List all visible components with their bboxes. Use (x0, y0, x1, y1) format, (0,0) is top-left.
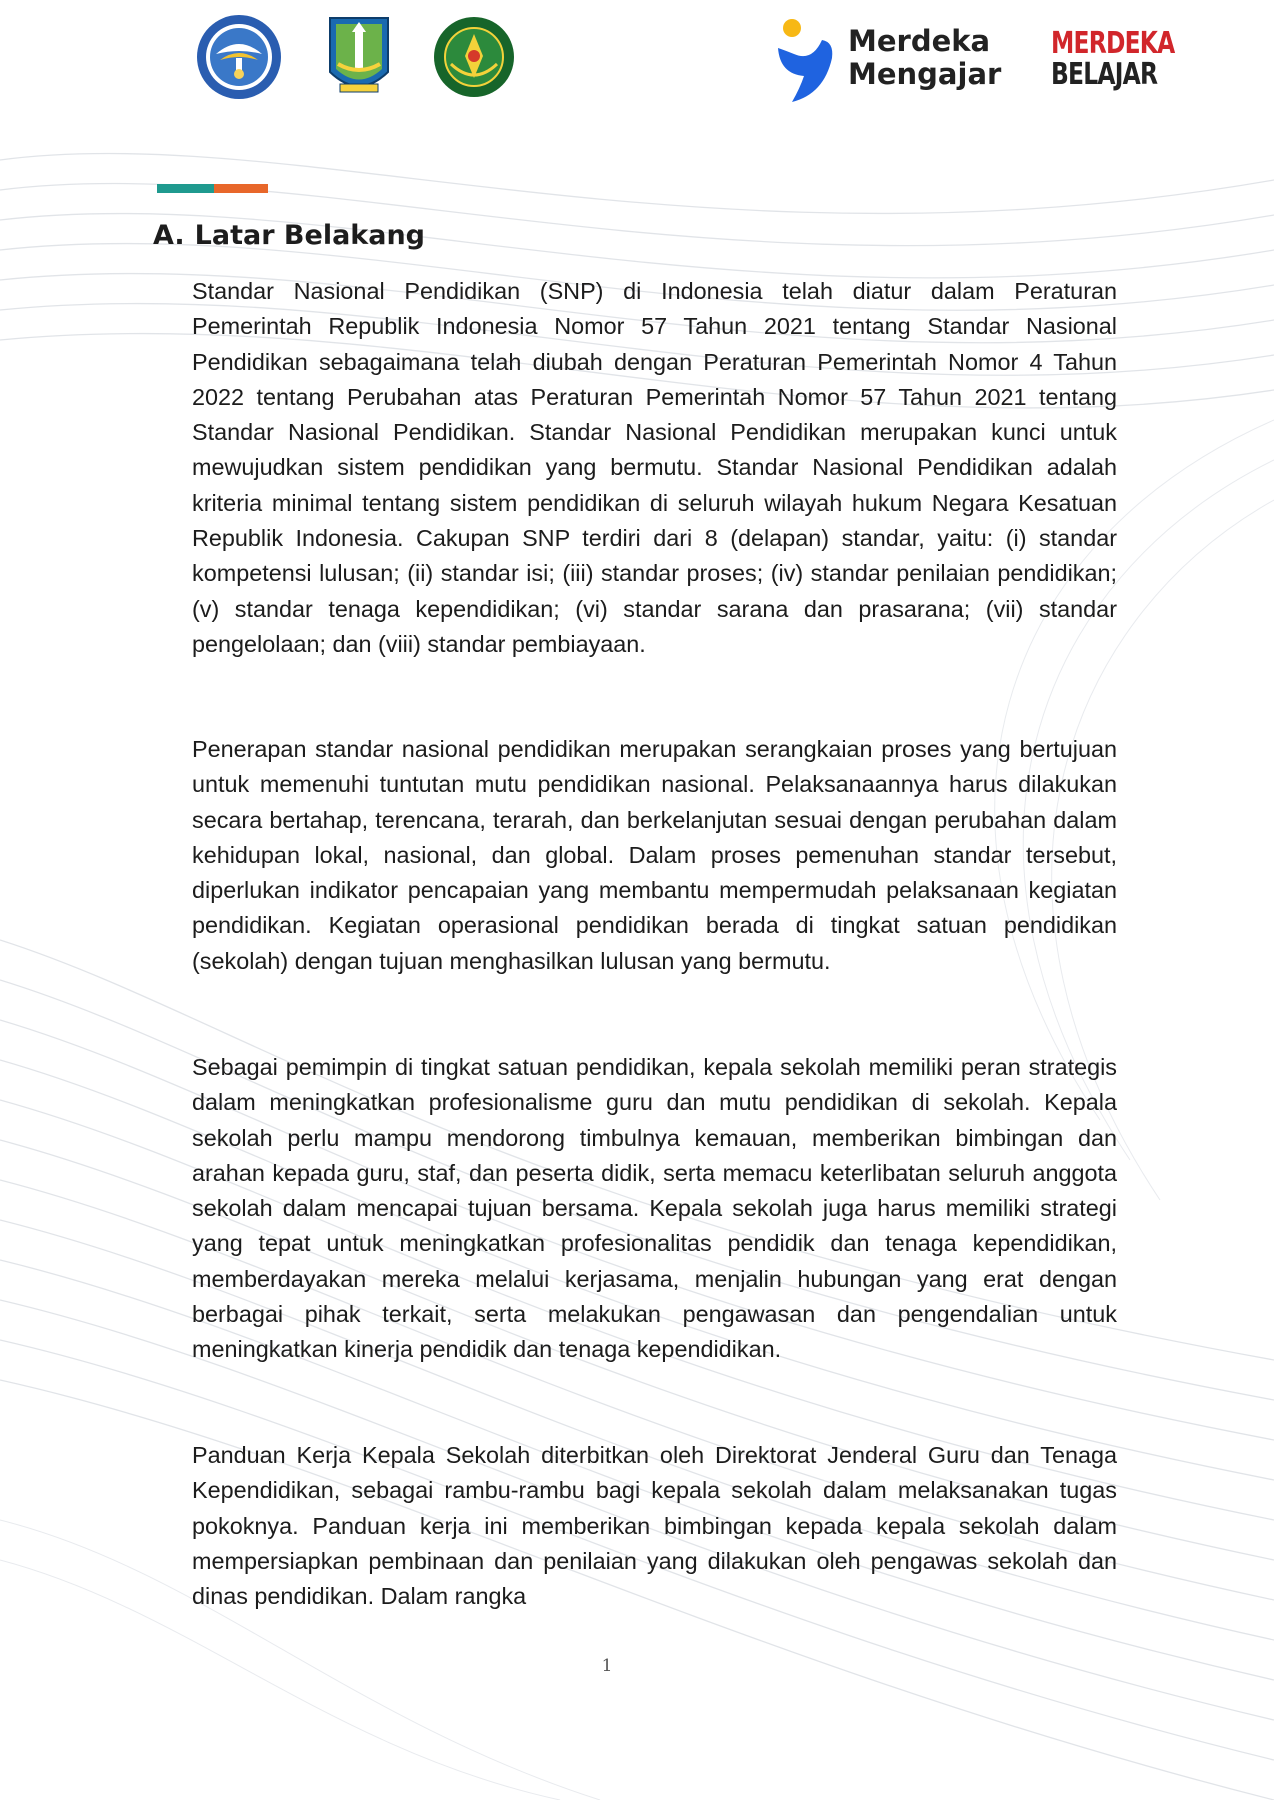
merdeka-mengajar-line2: Mengajar (848, 57, 1002, 91)
page-number: 1 (601, 1656, 613, 1676)
accent-orange-segment (214, 184, 268, 193)
merdeka-belajar-line1: MERDEKA (1051, 26, 1175, 61)
accent-teal-segment (157, 184, 214, 193)
section-number: A. (153, 220, 185, 251)
paragraph-2: Penerapan standar nasional pendidikan merupakan serangkaian proses yang bertujuan untuk memenuhi tuntutan mutu pendidikan nasional. Pelaksanaannya harus dilakukan secara bertahap, terencana, terarah, dan berkelanjutan sesuai dengan perubahan dalam kehidupan lokal, nasional, dan global. Dalam proses pemenuhan standar tersebut, diperlukan indikator pencapaian yang membantu mempermudah pelaksanaan kegiatan pendidikan. Kegiatan operasional pendidikan berada di tingkat satuan pendidikan (sekolah) dengan tujuan menghasilkan lulusan yang bermutu. (192, 736, 1117, 974)
section-heading (153, 220, 425, 251)
paragraph-4: Panduan Kerja Kepala Sekolah diterbitkan oleh Direktorat Jenderal Guru dan Tenaga Kependidikan, sebagai rambu-rambu bagi kepala sekolah dalam melaksanakan tugas pokoknya. Panduan kerja ini memberikan bimbingan kepada kepala sekolah dalam mempersiapkan pembinaan dan penilaian yang dilakukan oleh pengawas sekolah dan dinas pendidikan. Dalam rangka (192, 1442, 1117, 1610)
paragraph-3: Sebagai pemimpin di tingkat satuan pendidikan, kepala sekolah memiliki peran strategis dalam meningkatkan profesionalisme guru dan mutu pendidikan di sekolah. Kepala sekolah perlu mampu mendorong timbulnya kemauan, memberikan bimbingan dan arahan kepada guru, staf, dan peserta didik, serta memacu keterlibatan seluruh anggota sekolah dalam mencapai tujuan bersama. Kepala sekolah juga harus memiliki strategi yang tepat untuk meningkatkan profesionalitas pendidik dan tenaga kependidikan, memberdayakan mereka melalui kerjasama, menjalin hubungan yang erat dengan berbagai pihak terkait, serta melakukan pengawasan dan pengendalian untuk meningkatkan kinerja pendidik dan tenaga kependidikan. (192, 1054, 1117, 1363)
section-title: Latar Belakang (194, 220, 426, 251)
merdeka-belajar-line2: BELAJAR (1051, 57, 1158, 92)
paragraph-1: Standar Nasional Pendidikan (SNP) di Indonesia telah diatur dalam Peraturan Pemerintah Republik Indonesia Nomor 57 Tahun 2021 tentang Standar Nasional Pendidikan sebagaimana telah diubah dengan Peraturan Pemerintah Nomor 4 Tahun 2022 tentang Perubahan atas Peraturan Pemerintah Nomor 57 Tahun 2021 tentang Standar Nasional Pendidikan. Standar Nasional Pendidikan merupakan kunci untuk mewujudkan sistem pendidikan yang bermutu. Standar Nasional Pendidikan adalah kriteria minimal tentang sistem pendidikan di seluruh wilayah hukum Negara Kesatuan Republik Indonesia. Cakupan SNP terdiri dari 8 (delapan) standar, yaitu: (i) standar kompetensi lulusan; (ii) standar isi; (iii) standar proses; (iv) standar penilaian pendidikan; (v) standar tenaga kependidikan; (vi) standar sarana dan prasarana; (vii) standar pengelolaan; dan (viii) standar pembiayaan. (192, 278, 1117, 657)
merdeka-mengajar-line1: Merdeka (848, 24, 991, 58)
